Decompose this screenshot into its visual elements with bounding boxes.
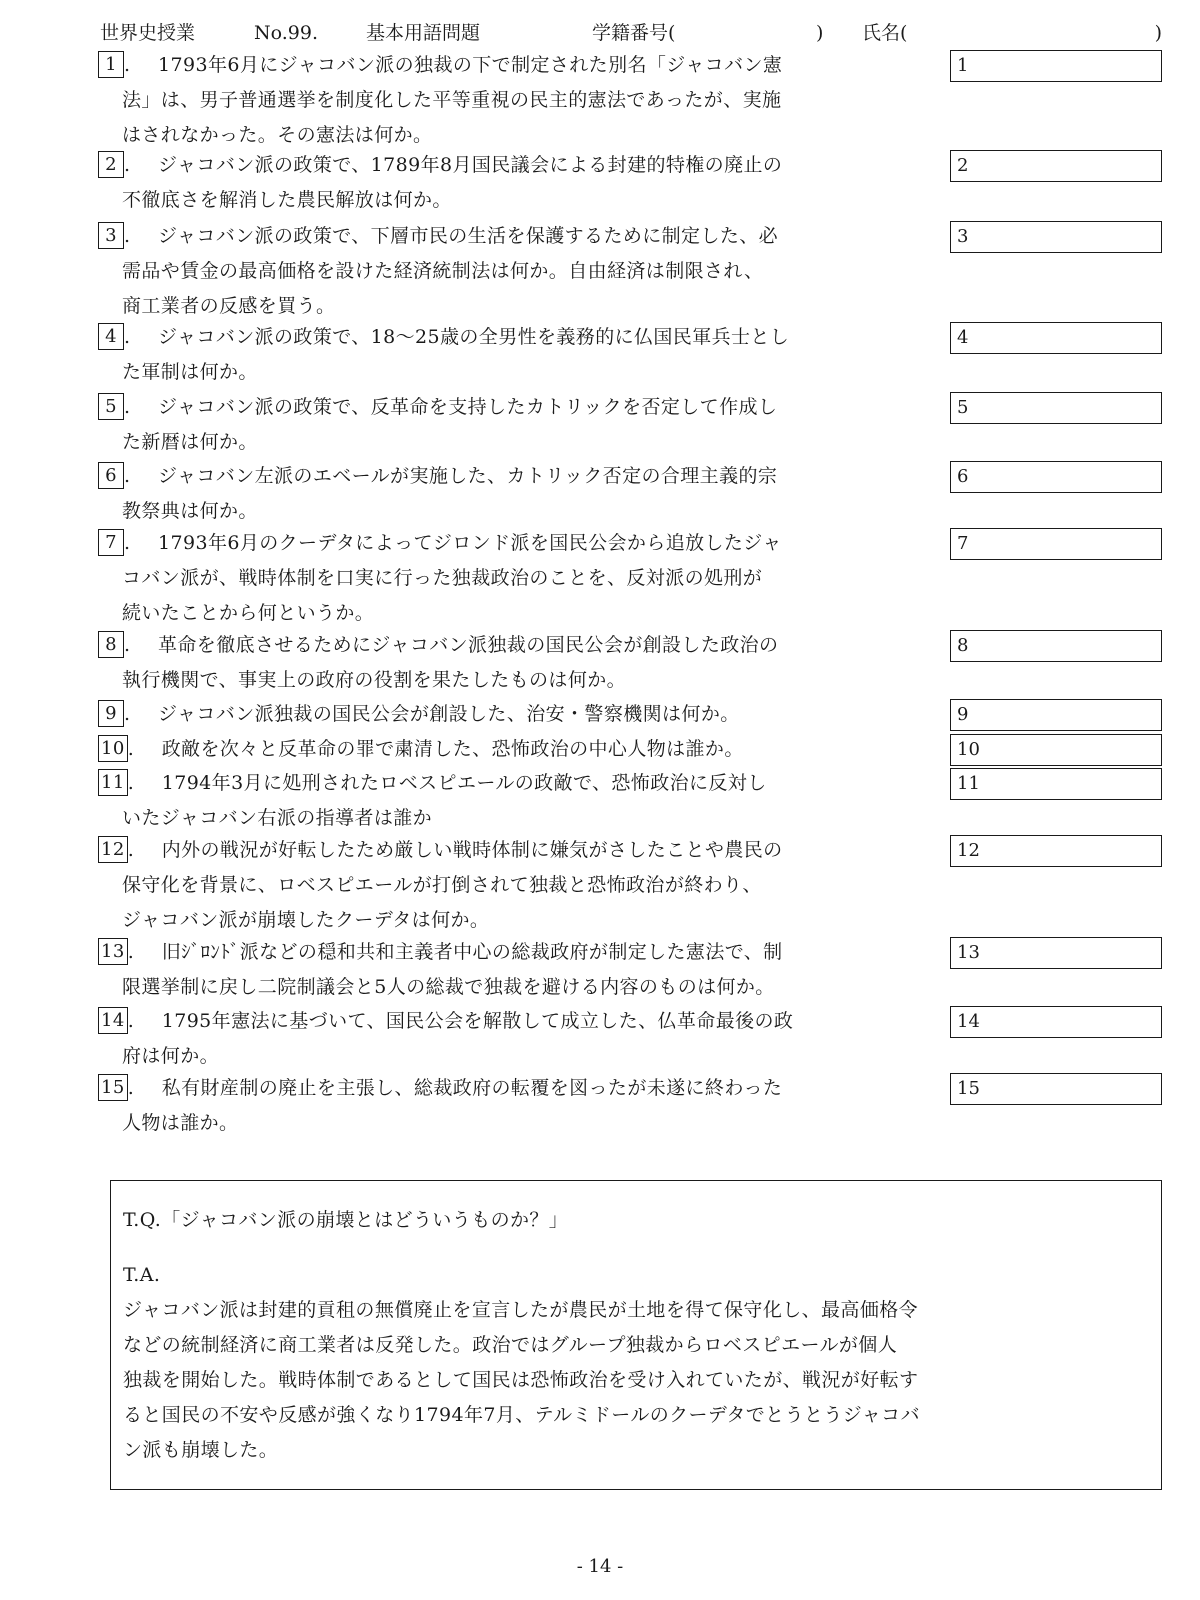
question-item [98, 459, 940, 529]
question-number-box: 1 [98, 51, 124, 78]
question-line [98, 970, 940, 1005]
worksheet-number: No.99. [254, 22, 318, 44]
question-line [98, 1106, 940, 1141]
question-line [98, 766, 940, 801]
answer-box[interactable]: 13 [950, 937, 1162, 969]
answer-box[interactable]: 15 [950, 1073, 1162, 1105]
question-text: 内外の戦況が好転したため厳しい戦時体制に嫌気がさしたことや農民の [161, 839, 783, 861]
tq-question: T.Q.「ジャコバン派の崩壊とはどういうものか？」 [123, 1209, 569, 1231]
question-number-dot: . [127, 1077, 135, 1099]
question-line [98, 1039, 940, 1074]
question-number-box: 2 [98, 151, 124, 178]
question-number-dot: . [124, 154, 131, 176]
name-label: 氏名( [862, 22, 908, 44]
question-line [98, 425, 940, 460]
question-number-dot: . [127, 839, 135, 861]
answer-box[interactable]: 8 [950, 630, 1162, 662]
question-text: コバン派が、戦時体制を口実に行った独裁政治のことを、反対派の処刑が [122, 567, 763, 589]
question-line [98, 219, 940, 254]
answer-box[interactable]: 9 [950, 699, 1162, 731]
question-number-box: 13 [98, 938, 128, 965]
question-text: はされなかった。その憲法は何か。 [122, 124, 433, 146]
question-line [98, 868, 940, 903]
question-number-box: 10 [98, 735, 128, 762]
question-number-box: 15 [98, 1074, 128, 1101]
question-text: ジャコバン派の政策で、18～25歳の全男性を義務的に仏国民軍兵士とし [158, 326, 790, 348]
question-number-box: 3 [98, 222, 124, 249]
question-text: 商工業者の反感を買う。 [122, 295, 336, 317]
tq-answer-line: ると国民の不安や反感が強くなり1794年7月、テルミドールのクーデタでとうとうジャコバ [123, 1404, 920, 1426]
answer-box[interactable]: 11 [950, 768, 1162, 800]
question-text: 府は何か。 [122, 1045, 220, 1067]
question-number-box: 12 [98, 836, 128, 863]
question-line [98, 697, 940, 732]
worksheet-header [100, 18, 1162, 48]
question-line [98, 355, 940, 390]
tq-answer-text [123, 1293, 1149, 1468]
question-line [98, 1071, 940, 1106]
question-item [98, 697, 940, 732]
question-item [98, 833, 940, 938]
question-text: 限選挙制に戻し二院制議会と5人の総裁で独裁を避ける内容のものは何か。 [122, 976, 775, 998]
question-number-dot: . [127, 738, 135, 760]
question-line [98, 48, 940, 83]
question-number-box: 14 [98, 1007, 128, 1034]
question-number-dot: . [124, 326, 131, 348]
question-line [98, 903, 940, 938]
question-number-box: 8 [98, 631, 124, 658]
student-id-close: ) [816, 22, 824, 44]
question-line [98, 83, 940, 118]
question-text: ジャコバン左派のエベールが実施した、カトリック否定の合理主義的宗 [158, 465, 778, 487]
question-text: 1794年3月に処刑されたロベスピエールの政敵で、恐怖政治に反対し [161, 772, 767, 794]
question-text: 私有財産制の廃止を主張し、総裁政府の転覆を図ったが未遂に終わった [161, 1077, 783, 1099]
question-text: 続いたことから何というか。 [122, 602, 375, 624]
question-text: 1795年憲法に基づいて、国民公会を解散して成立した、仏革命最後の政 [161, 1010, 794, 1032]
course-title: 世界史授業 [100, 22, 196, 44]
answer-box[interactable]: 10 [950, 734, 1162, 766]
question-number-box: 4 [98, 323, 124, 350]
question-item [98, 320, 940, 390]
question-line [98, 833, 940, 868]
question-item [98, 1004, 940, 1074]
question-text: 革命を徹底させるためにジャコバン派独裁の国民公会が創設した政治の [158, 634, 779, 656]
question-line [98, 183, 940, 218]
question-number-dot: . [127, 941, 135, 963]
question-line [98, 494, 940, 529]
question-number-dot: . [124, 532, 131, 554]
question-text: 不徹底さを解消した農民解放は何か。 [122, 189, 452, 211]
question-text: た新暦は何か。 [122, 431, 258, 453]
question-text: ジャコバン派の政策で、反革命を支持したカトリックを否定して作成し [158, 396, 778, 418]
question-number-box: 7 [98, 529, 124, 556]
question-number-dot: . [124, 396, 131, 418]
question-text: 人物は誰か。 [122, 1112, 239, 1134]
question-number-box: 6 [98, 462, 124, 489]
question-item [98, 390, 940, 460]
question-item [98, 219, 940, 324]
question-item [98, 766, 940, 836]
question-number-dot: . [124, 54, 131, 76]
question-text: 旧ｼﾞﾛﾝﾄﾞ派などの穏和共和主義者中心の総裁政府が制定した憲法で、制 [161, 941, 783, 963]
question-text: 教祭典は何か。 [122, 500, 258, 522]
question-text: 1793年6月にジャコバン派の独裁の下で制定された別名「ジャコバン憲 [158, 54, 783, 76]
question-text: いたジャコバン右派の指導者は誰か [122, 807, 433, 829]
tq-answer-line: 独裁を開始した。戦時体制であるとして国民は恐怖政治を受け入れていたが、戦況が好転す [123, 1369, 919, 1391]
question-text: ジャコバン派の政策で、下層市民の生活を保護するために制定した、必 [158, 225, 779, 247]
answer-box[interactable]: 2 [950, 150, 1162, 182]
name-close: ) [1154, 22, 1162, 44]
tq-answer-line: ジャコバン派は封建的貢租の無償廃止を宣言したが農民が土地を得て保守化し、最高価格令 [123, 1299, 919, 1321]
question-item [98, 526, 940, 631]
answer-box[interactable]: 6 [950, 461, 1162, 493]
answer-box[interactable]: 1 [950, 50, 1162, 82]
question-line [98, 390, 940, 425]
question-text: 執行機関で、事実上の政府の役割を果たしたものは何か。 [122, 669, 627, 691]
question-line [98, 148, 940, 183]
question-text: 1793年6月のクーデタによってジロンド派を国民公会から追放したジャ [158, 532, 782, 554]
question-line [98, 596, 940, 631]
question-number-dot: . [124, 634, 131, 656]
page-number: - 14 - [576, 1556, 624, 1577]
tq-answer-label: T.A. [123, 1264, 161, 1286]
question-line [98, 320, 940, 355]
tq-answer-line: ン派も崩壊した。 [123, 1439, 279, 1461]
question-text: 政敵を次々と反革命の罪で粛清した、恐怖政治の中心人物は誰か。 [161, 738, 744, 760]
question-text: た軍制は何か。 [122, 361, 258, 383]
answer-box[interactable]: 7 [950, 528, 1162, 560]
question-number-dot: . [124, 703, 131, 725]
question-text: ジャコバン派が崩壊したクーデタは何か。 [122, 909, 490, 931]
question-number-box: 9 [98, 700, 124, 727]
answer-box[interactable]: 3 [950, 221, 1162, 253]
question-line [98, 561, 940, 596]
question-line [98, 801, 940, 836]
answer-box[interactable]: 5 [950, 392, 1162, 424]
question-item [98, 732, 940, 767]
tq-box [110, 1180, 1162, 1490]
question-line [98, 628, 940, 663]
question-text: 需品や賃金の最高価格を設けた経済統制法は何か。自由経済は制限され、 [122, 260, 764, 282]
question-number-dot: . [124, 465, 131, 487]
question-line [98, 254, 940, 289]
tq-answer-line: などの統制経済に商工業者は反発した。政治ではグループ独裁からロベスピエールが個人 [123, 1334, 898, 1356]
question-item [98, 48, 940, 153]
answer-box[interactable]: 12 [950, 835, 1162, 867]
question-text: ジャコバン派の政策で、1789年8月国民議会による封建的特権の廃止の [158, 154, 783, 176]
question-line [98, 459, 940, 494]
worksheet-subtitle: 基本用語問題 [366, 22, 481, 44]
question-number-dot: . [127, 772, 135, 794]
question-number-box: 11 [98, 769, 128, 796]
question-text: 法」は、男子普通選挙を制度化した平等重視の民主的憲法であったが、実施 [122, 89, 782, 111]
question-number-dot: . [127, 1010, 135, 1032]
question-line [98, 935, 940, 970]
answer-box[interactable]: 14 [950, 1006, 1162, 1038]
question-item [98, 628, 940, 698]
question-line [98, 663, 940, 698]
question-number-box: 5 [98, 393, 124, 420]
question-item [98, 935, 940, 1005]
question-line [98, 732, 940, 767]
answer-box[interactable]: 4 [950, 322, 1162, 354]
question-line [98, 289, 940, 324]
question-line [98, 1004, 940, 1039]
question-item [98, 148, 940, 218]
question-number-dot: . [124, 225, 131, 247]
question-item [98, 1071, 940, 1141]
student-id-label: 学籍番号( [592, 22, 676, 44]
question-text: 保守化を背景に、ロベスピエールが打倒されて独裁と恐怖政治が終わり、 [122, 874, 762, 896]
question-text: ジャコバン派独裁の国民公会が創設した、治安・警察機関は何か。 [158, 703, 740, 725]
question-line [98, 526, 940, 561]
